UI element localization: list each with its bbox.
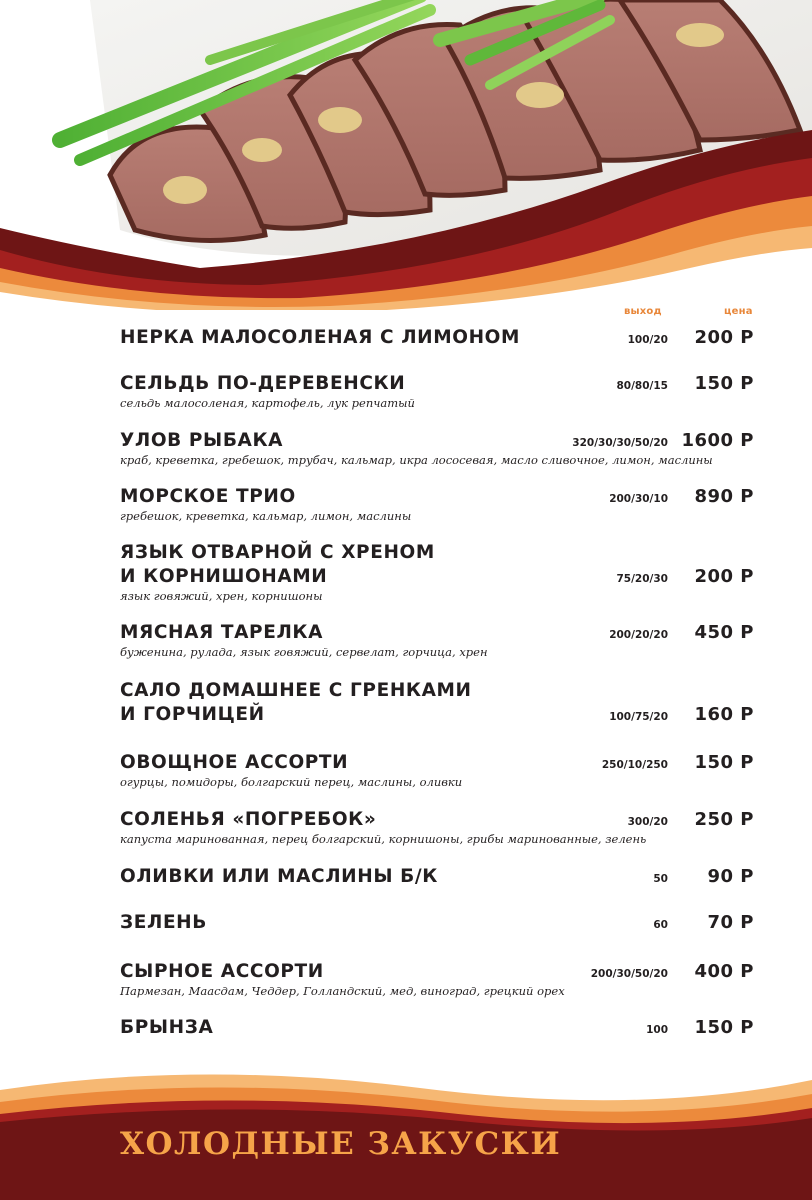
item-price: 160 Р <box>694 704 754 725</box>
page-title: ХОЛОДНЫЕ ЗАКУСКИ <box>120 1126 562 1162</box>
menu-item <box>120 326 754 350</box>
item-price: 150 Р <box>694 1017 754 1038</box>
item-price: 890 Р <box>694 486 754 507</box>
menu-item <box>120 808 754 847</box>
menu-item <box>120 1016 754 1040</box>
item-title: ОЛИВКИ ИЛИ МАСЛИНЫ Б/К <box>120 866 438 887</box>
item-title: ЗЕЛЕНЬ <box>120 912 207 933</box>
item-description: язык говяжий, хрен, корнишоны <box>120 589 323 603</box>
item-yield: 300/20 <box>627 816 668 828</box>
hero-food-image <box>0 0 812 310</box>
item-description: Пармезан, Маасдам, Чеддер, Голландский, мед, виноград, грецкий орех <box>120 984 565 998</box>
item-title: САЛО ДОМАШНЕЕ С ГРЕНКАМИ <box>120 680 472 701</box>
item-description: капуста маринованная, перец болгарский, корнишоны, грибы маринованные, зелень <box>120 832 647 846</box>
item-price: 450 Р <box>694 622 754 643</box>
item-yield: 250/10/250 <box>601 759 668 771</box>
price-column-header: цена <box>724 306 753 317</box>
item-title: СЫРНОЕ АССОРТИ <box>120 961 324 982</box>
item-description: буженина, рулада, язык говяжий, сервелат, горчица, хрен <box>120 645 488 659</box>
menu-item <box>120 960 754 999</box>
menu-item <box>120 679 754 727</box>
item-yield: 200/30/50/20 <box>590 968 668 980</box>
item-yield: 80/80/15 <box>616 380 668 392</box>
item-yield: 100/20 <box>627 334 668 346</box>
item-price: 200 Р <box>694 566 754 587</box>
item-description: огурцы, помидоры, болгарский перец, маслины, оливки <box>120 775 463 789</box>
menu-item <box>120 751 754 790</box>
item-price: 90 Р <box>707 866 754 887</box>
menu-item <box>120 372 754 411</box>
menu-item <box>120 541 754 604</box>
item-yield: 75/20/30 <box>616 573 668 585</box>
item-title: СОЛЕНЬЯ «ПОГРЕБОК» <box>120 809 377 830</box>
item-title: МОРСКОЕ ТРИО <box>120 486 296 507</box>
item-title-line2: И ГОРЧИЦЕЙ <box>120 704 265 725</box>
menu-item <box>120 485 754 524</box>
item-yield: 100 <box>646 1024 668 1036</box>
item-yield: 200/20/20 <box>609 629 668 641</box>
item-title: БРЫНЗА <box>120 1017 214 1038</box>
yield-column-header: выход <box>624 306 662 317</box>
item-yield: 320/30/30/50/20 <box>572 437 668 449</box>
menu-item <box>120 865 754 889</box>
item-price: 1600 Р <box>681 430 754 451</box>
item-yield: 200/30/10 <box>609 493 668 505</box>
item-title: ОВОЩНОЕ АССОРТИ <box>120 752 349 773</box>
item-price: 400 Р <box>694 961 754 982</box>
menu-item <box>120 911 754 935</box>
item-title: НЕРКА МАЛОСОЛЕНАЯ С ЛИМОНОМ <box>120 327 520 348</box>
item-title: ЯЗЫК ОТВАРНОЙ С ХРЕНОМ <box>120 542 435 563</box>
menu-item <box>120 621 754 660</box>
menu-item <box>120 429 754 468</box>
item-price: 250 Р <box>694 809 754 830</box>
item-title-line2: И КОРНИШОНАМИ <box>120 566 328 587</box>
item-price: 150 Р <box>694 373 754 394</box>
item-title: УЛОВ РЫБАКА <box>120 430 284 451</box>
item-description: сельдь малосоленая, картофель, лук репчатый <box>120 396 415 410</box>
item-yield: 50 <box>653 873 668 885</box>
item-yield: 100/75/20 <box>609 711 668 723</box>
item-description: гребешок, креветка, кальмар, лимон, маслины <box>120 509 412 523</box>
item-title: СЕЛЬДЬ ПО-ДЕРЕВЕНСКИ <box>120 373 406 394</box>
item-description: краб, креветка, гребешок, трубач, кальмар, икра лососевая, масло сливочное, лимон, маслины <box>120 453 713 467</box>
item-price: 200 Р <box>694 327 754 348</box>
item-title: МЯСНАЯ ТАРЕЛКА <box>120 622 324 643</box>
item-yield: 60 <box>653 919 668 931</box>
item-price: 150 Р <box>694 752 754 773</box>
item-price: 70 Р <box>707 912 754 933</box>
